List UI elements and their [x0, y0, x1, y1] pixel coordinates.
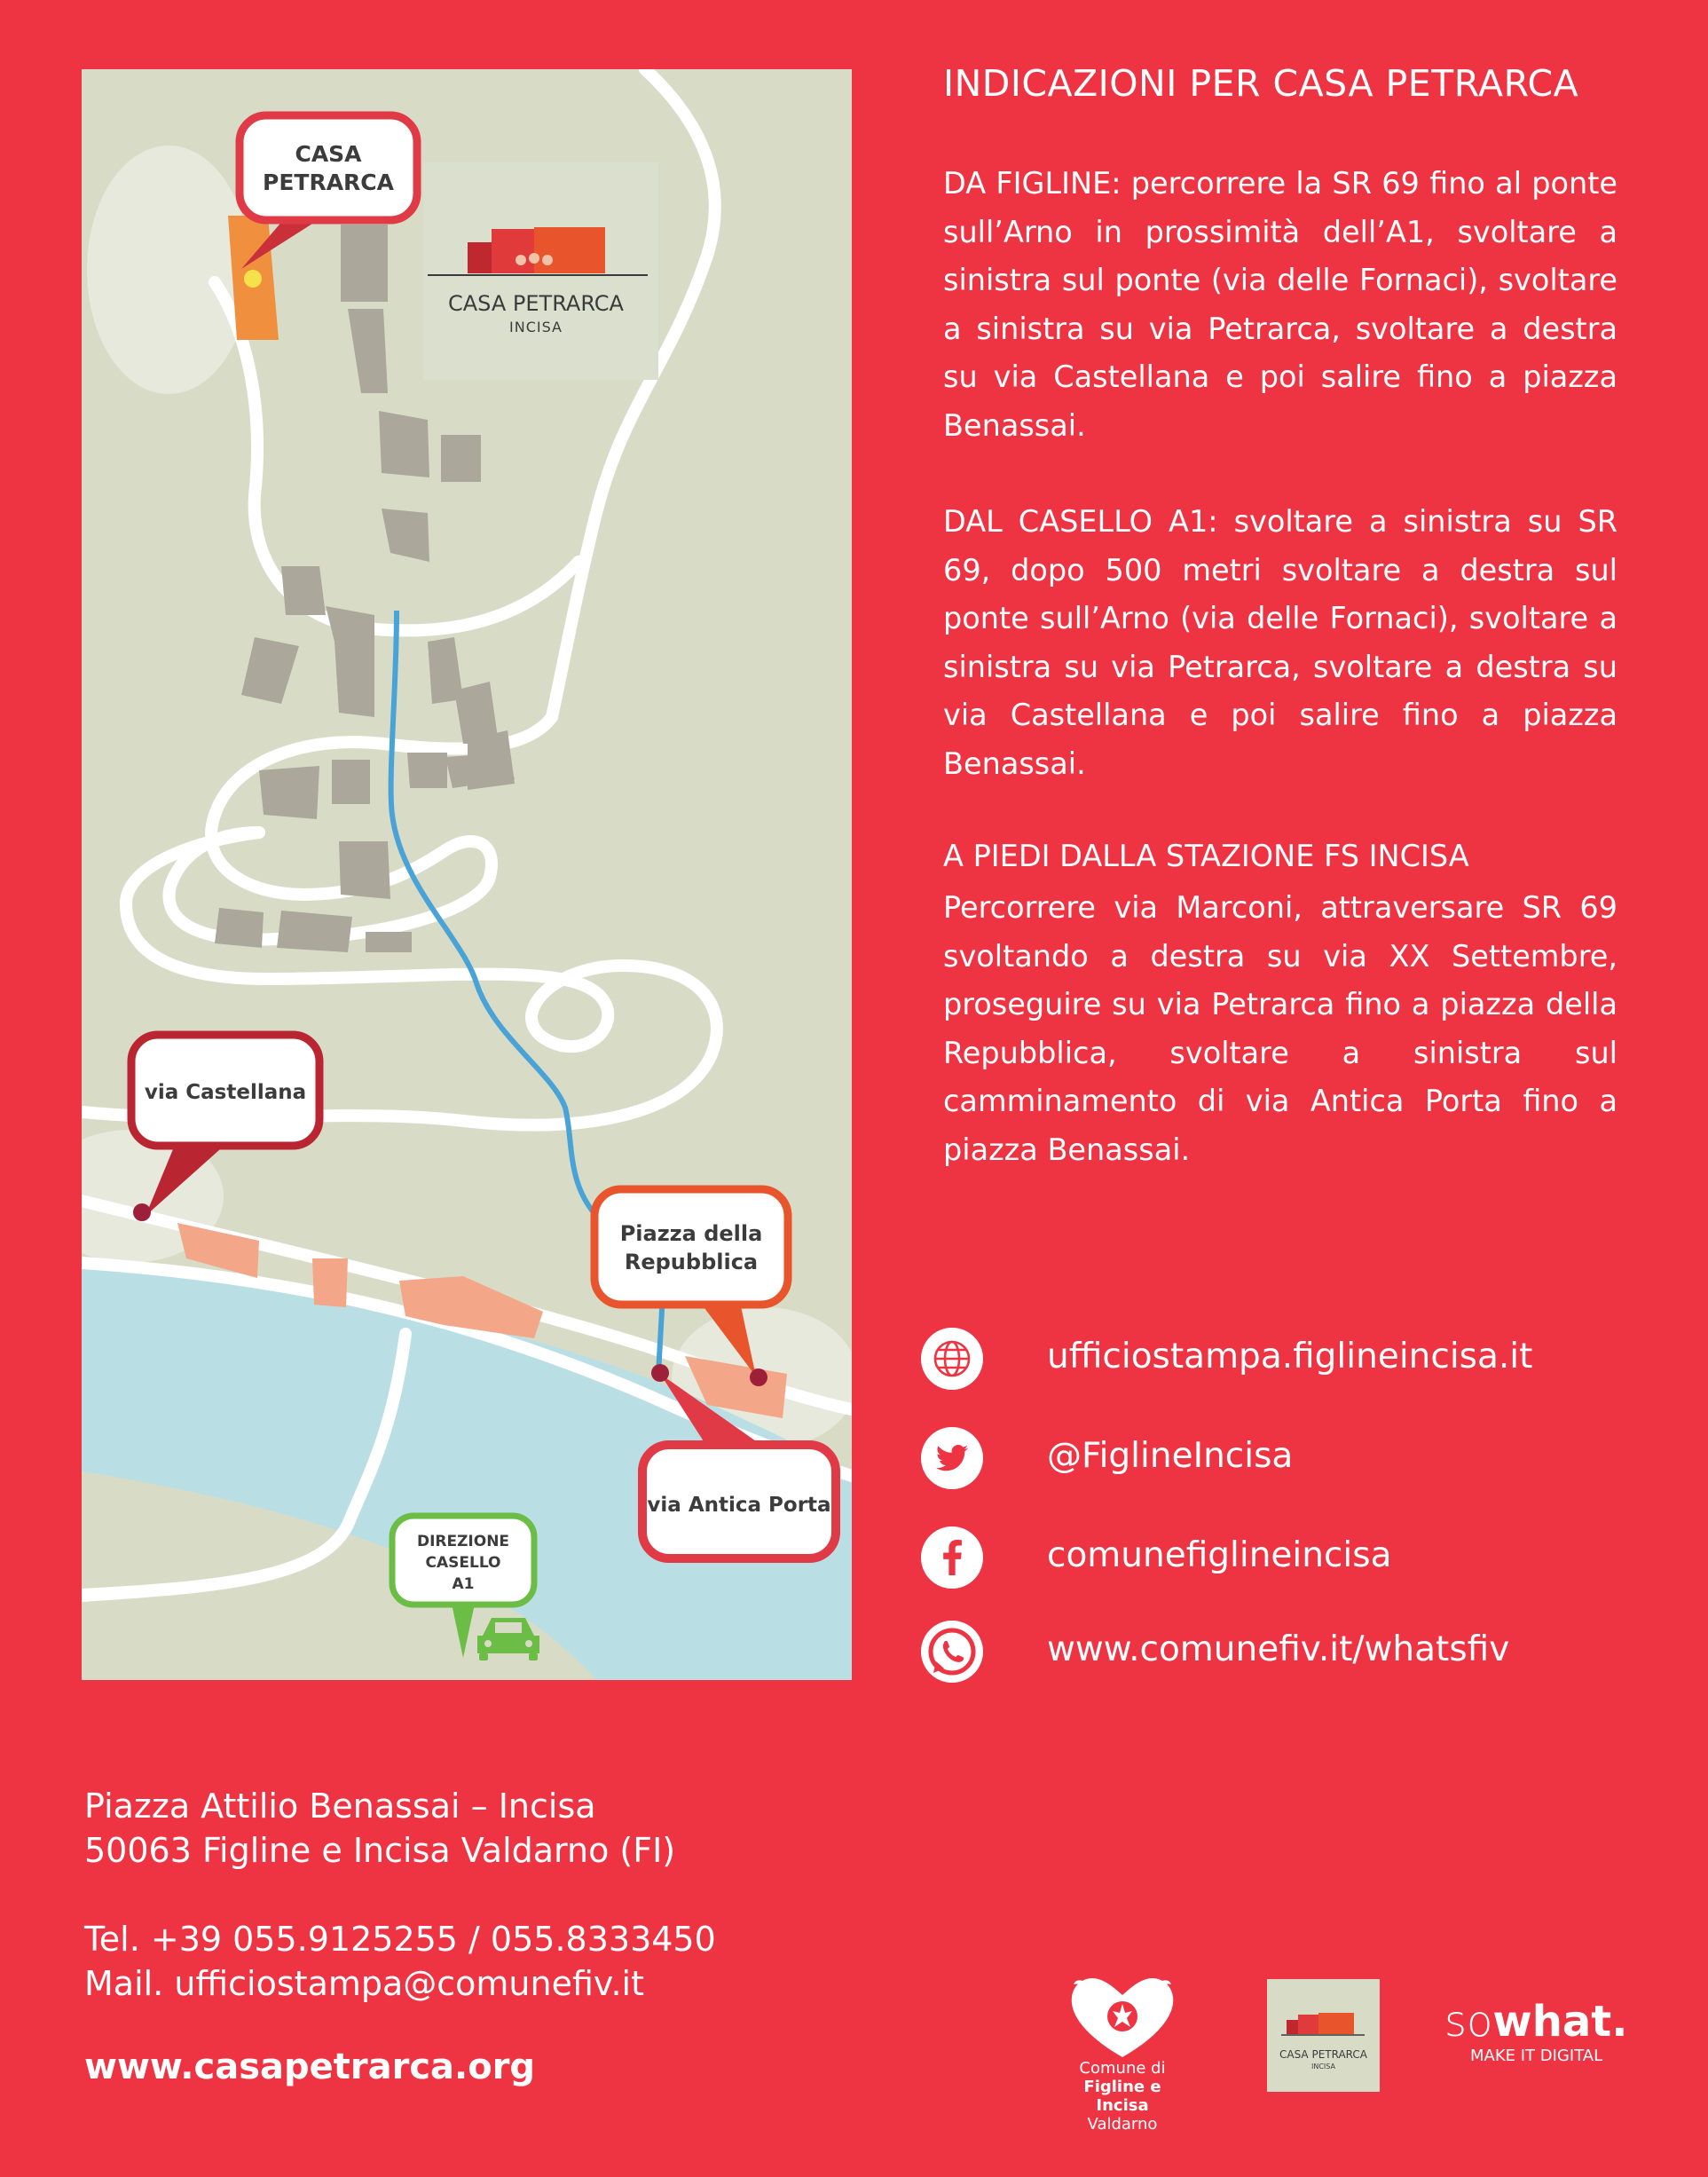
- building: [339, 841, 390, 899]
- logo-block: [534, 227, 605, 273]
- directions-figline-text: percorrere la SR 69 fino al ponte sull’Arno in prossimità dell’A1, svoltare a sinistra sul ponte (via delle Fornaci), svoltare a sinistra su via Petrarca, svoltare a destra su via Castellana e poi salire fino a piazza Benassai.: [943, 166, 1617, 443]
- callout-castellana-text: via Castellana: [144, 1081, 307, 1104]
- directions-casello-lead: DAL CASELLO A1:: [943, 504, 1218, 539]
- marker-via-castellana: [133, 1203, 151, 1221]
- logo-comune-line3: Valdarno: [1087, 2115, 1158, 2134]
- highlight-casa-zone: [87, 146, 250, 394]
- marker-via-antica-porta: [651, 1364, 669, 1382]
- logo-comune-line2: Figline e Incisa: [1083, 2078, 1161, 2115]
- logo-sowhat-what: what.: [1492, 1997, 1628, 2047]
- website-link[interactable]: www.casapetrarca.org: [84, 2047, 536, 2087]
- logo-figure: [529, 253, 539, 264]
- logo-sowhat-so: so: [1444, 1997, 1493, 2047]
- logo-sowhat-tag: MAKE IT DIGITAL: [1470, 2047, 1603, 2065]
- logo-block: [492, 229, 536, 273]
- social-whatsapp-text[interactable]: www.comunefiv.it/whatsfiv: [1047, 1629, 1510, 1669]
- callout-antica-text: via Antica Porta: [647, 1494, 831, 1517]
- logo-sowhat: [1442, 1997, 1637, 2068]
- building: [441, 435, 481, 482]
- building: [366, 932, 412, 952]
- logo-comune: [1056, 1968, 1189, 2134]
- map: [82, 69, 852, 1680]
- callout-repubblica-line2: Repubblica: [624, 1250, 759, 1274]
- logo-figure: [542, 255, 553, 265]
- callout-direzione-line1: DIREZIONE: [416, 1533, 510, 1550]
- twitter-icon: [921, 1427, 983, 1489]
- address-line1: Piazza Attilio Benassai – Incisa: [84, 1787, 596, 1826]
- logo-casa-title: CASA PETRARCA: [1279, 2048, 1367, 2061]
- social-twitter[interactable]: [921, 1427, 1693, 1491]
- marker-piazza-repubblica: [750, 1369, 767, 1386]
- directions-casello-text: svoltare a sinistra su SR 69, dopo 500 metri svoltare a destra sul ponte sull’Arno (via delle Fornaci), svoltare a sinistra su via Petrarca, svoltare a destra su via Castellana e poi salire fino a piazza Benassai.: [943, 504, 1617, 781]
- map-canvas: [82, 69, 852, 1680]
- casa-petrarca-logo-icon: [1267, 1979, 1380, 2050]
- callout-box: [594, 1189, 788, 1305]
- map-logo-title: CASA PETRARCA: [448, 291, 624, 316]
- directions-casello: [943, 498, 1617, 788]
- logo-block: [468, 242, 494, 273]
- building: [259, 766, 319, 819]
- callout-casa-line2: PETRARCA: [263, 170, 394, 195]
- building: [277, 911, 352, 952]
- directions-walk-text: Percorrere via Marconi, attraversare SR 69 svoltando a destra su via XX Settembre, proseguire su via Petrarca fino a piazza della Repubblica, svoltare a sinistra sul camminamento di via Antica Porta fino a piazza Benassai.: [943, 890, 1617, 1167]
- map-logo: [423, 162, 658, 380]
- logo-figure: [516, 255, 526, 265]
- social-facebook-text[interactable]: comunefiglineincisa: [1047, 1535, 1392, 1575]
- social-facebook[interactable]: [921, 1526, 1693, 1590]
- logo-comune-line1: Comune di: [1079, 2059, 1166, 2078]
- contact-tel[interactable]: Tel. +39 055.9125255 / 055.8333450: [84, 1920, 716, 1959]
- globe-icon: [921, 1328, 983, 1390]
- directions-figline: [943, 160, 1617, 450]
- building: [332, 760, 370, 804]
- building: [215, 908, 264, 948]
- callout-casa-line1: CASA: [295, 141, 362, 167]
- callout-box: [240, 115, 417, 220]
- marker-casa-petrarca: [244, 270, 262, 288]
- building: [341, 225, 388, 302]
- callout-direzione-line2: CASELLO: [425, 1554, 501, 1572]
- contact-mail[interactable]: Mail. ufficiostampa@comunefiv.it: [84, 1964, 644, 2003]
- whatsapp-icon: [921, 1621, 983, 1683]
- callout-repubblica-line1: Piazza della: [619, 1221, 763, 1246]
- address-line2: 50063 Figline e Incisa Valdarno (FI): [84, 1831, 676, 1870]
- building: [407, 753, 447, 788]
- facebook-icon: [921, 1526, 983, 1589]
- logo-casa-petrarca: [1267, 1979, 1380, 2092]
- directions-walk-title: A PIEDI DALLA STAZIONE FS INCISA: [943, 839, 1469, 873]
- page-title: INDICAZIONI PER CASA PETRARCA: [943, 62, 1579, 105]
- directions-figline-lead: DA FIGLINE:: [943, 166, 1122, 201]
- social-whatsapp[interactable]: [921, 1621, 1693, 1684]
- callout-direzione-line3: A1: [452, 1575, 475, 1593]
- social-website-text[interactable]: ufficiostampa.figlineincisa.it: [1047, 1337, 1533, 1376]
- logo-casa-sub: INCISA: [1311, 2063, 1335, 2071]
- social-twitter-text[interactable]: @FiglineIncisa: [1047, 1436, 1294, 1476]
- building: [312, 1258, 348, 1307]
- building: [379, 411, 429, 477]
- building: [281, 566, 326, 615]
- building: [468, 730, 515, 790]
- map-logo-subtitle: INCISA: [509, 319, 563, 335]
- comune-crest-icon: [1056, 1968, 1189, 2062]
- social-website[interactable]: [921, 1328, 1693, 1392]
